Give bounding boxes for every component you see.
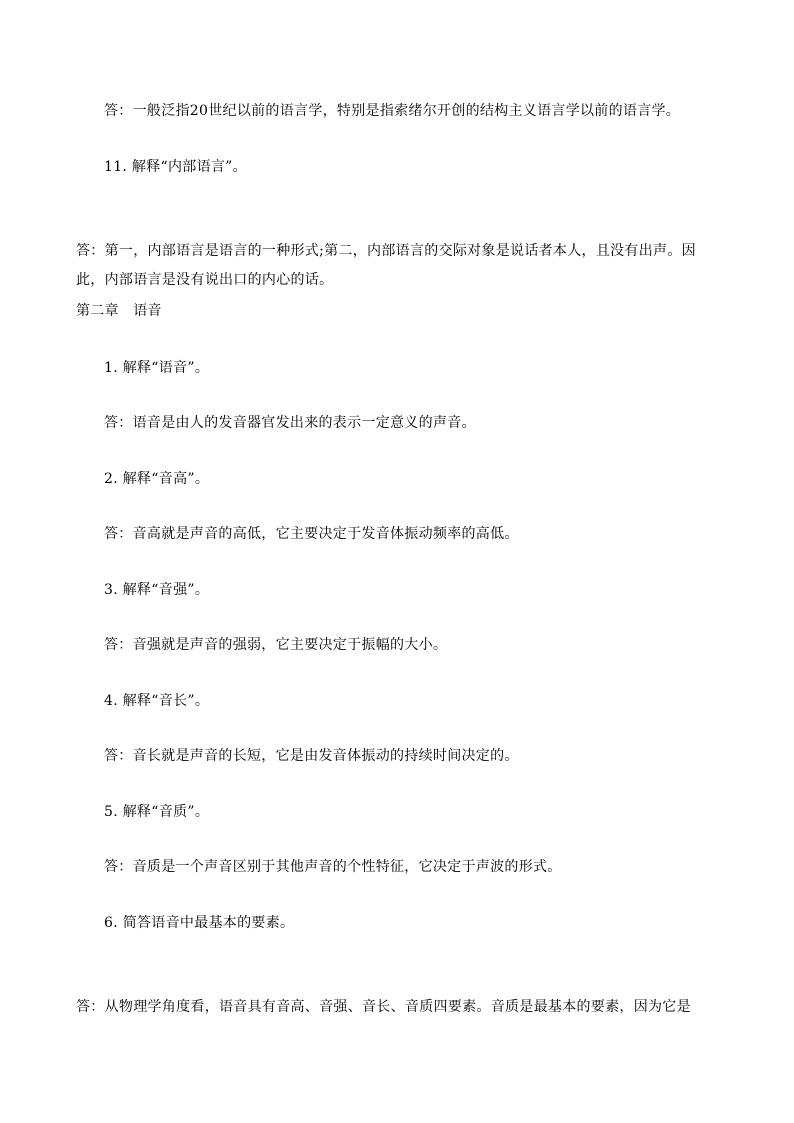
answer-text: 答：语音是由人的发音器官发出来的表示一定意义的声音。 — [104, 415, 476, 431]
answer-text: 答：一般泛指20世纪以前的语言学，特别是指索绪尔开创的结构主义语言学以前的语言学。 — [104, 103, 681, 119]
answer-text: 答：音长就是声音的长短，它是由发音体振动的持续时间决定的。 — [104, 748, 519, 764]
question-text: 3. 解释“音强”。 — [104, 582, 210, 598]
answer-text: 答：从物理学角度看，语音具有音高、音强、音长、音质四要素。音质是最基本的要素，因为它是 — [76, 999, 691, 1015]
question-text: 2. 解释“音高”。 — [104, 471, 210, 487]
answer-text-continued: 此，内部语言是没有说出口的内心的话。 — [76, 272, 334, 288]
answer-text: 答：音质是一个声音区别于其他声音的个性特征，它决定于声波的形式。 — [104, 859, 562, 875]
answer-text: 答：音高就是声音的高低，它主要决定于发音体振动频率的高低。 — [104, 526, 519, 542]
answer-text: 答：第一，内部语言是语言的一种形式;第二，内部语言的交际对象是说话者本人，且没有出声。因 — [76, 243, 696, 259]
answer-text: 答：音强就是声音的强弱，它主要决定于振幅的大小。 — [104, 637, 448, 653]
question-text: 1. 解释“语音”。 — [104, 360, 210, 376]
question-text: 5. 解释“音质”。 — [104, 804, 210, 820]
question-text: 4. 解释“音长”。 — [104, 693, 210, 709]
question-text: 11. 解释“内部语言”。 — [104, 159, 247, 175]
chapter-heading: 第二章 语音 — [76, 303, 162, 319]
question-text: 6. 简答语音中最基本的要素。 — [104, 915, 295, 931]
